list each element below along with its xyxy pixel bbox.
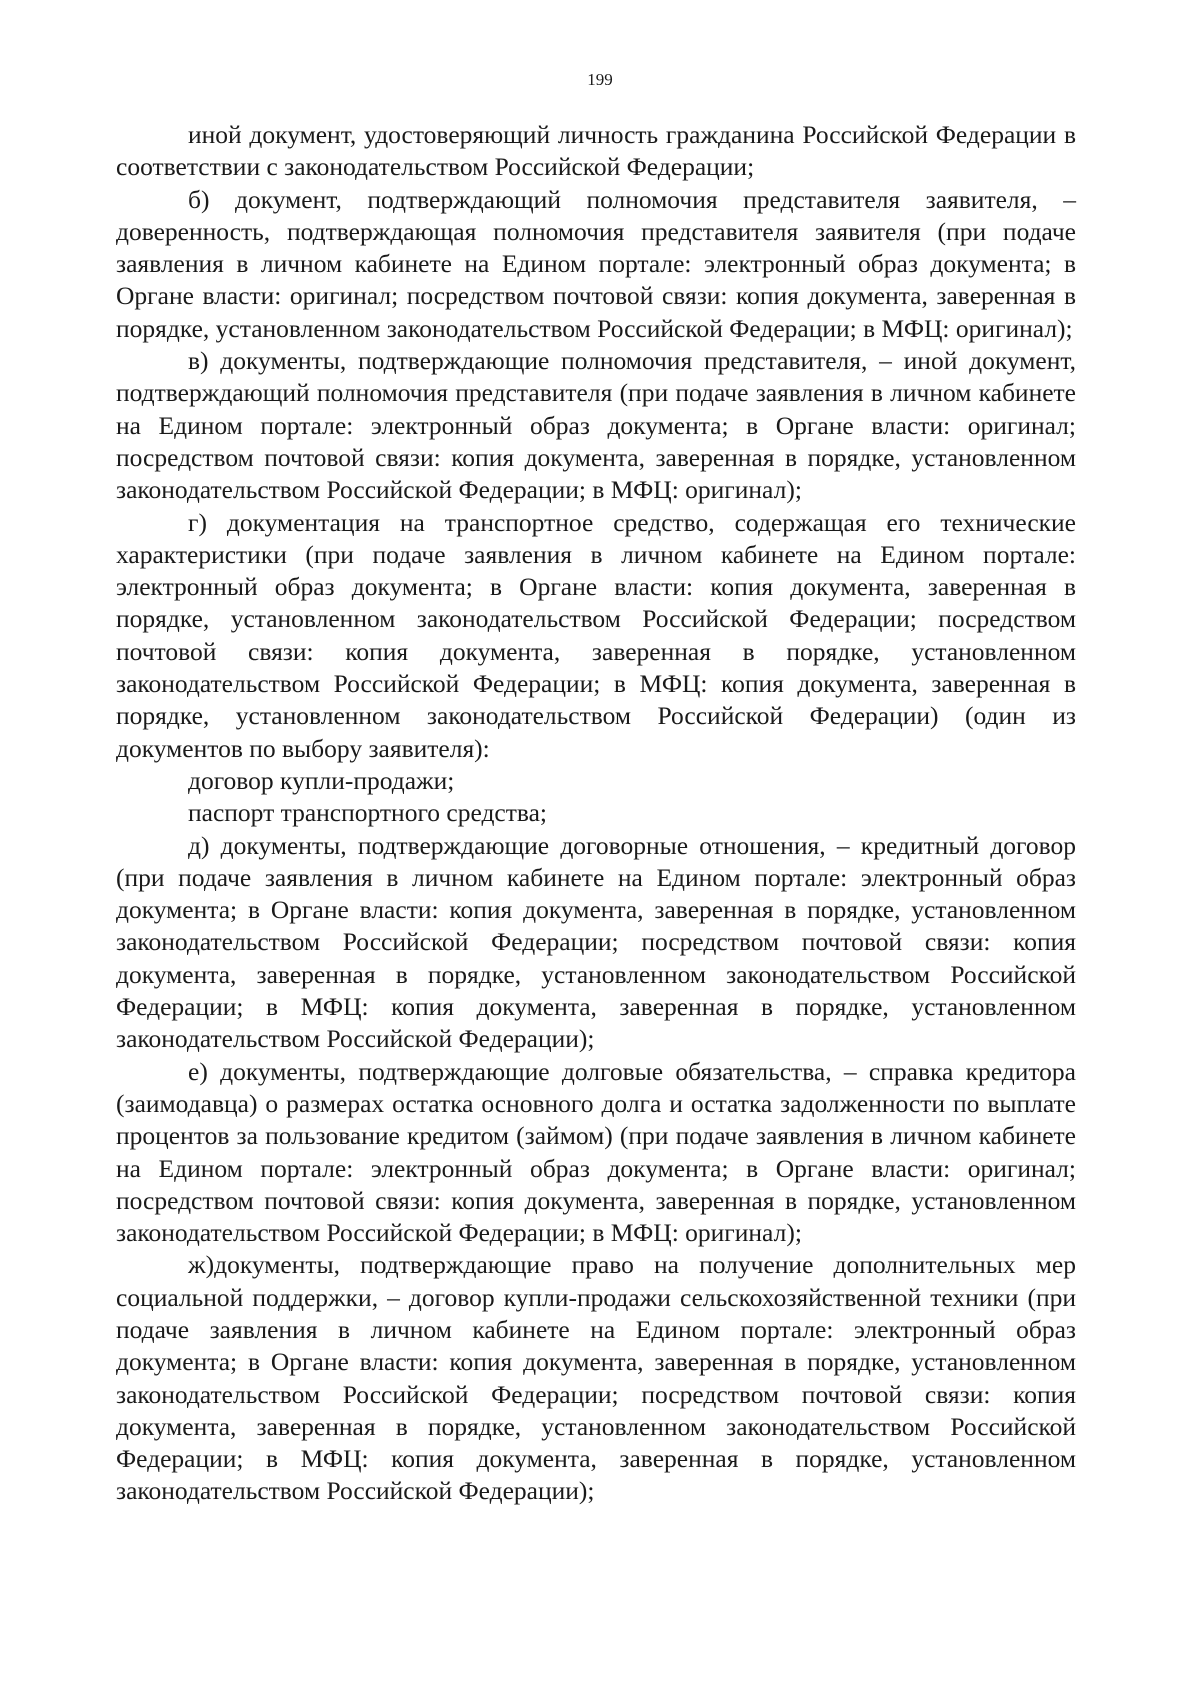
paragraph-item-zh: ж)документы, подтверждающие право на получение дополнительных мер социальной поддержки, – договор купли-продажи сельскохозяйственной техники (при подаче заявления в личном кабинете на Едином портале: электронный образ документа; в Органе власти: копия документа, заверенная в порядке, установленном законодательством Российской Федерации; посредством почтовой связи: копия документа, заверенная в порядке, установленном законодательством Российской Федерации; в МФЦ: копия документа, заверенная в порядке, установленном законодательством Российской Федерации); bbox=[116, 1250, 1076, 1506]
paragraph-identity-document: иной документ, удостоверяющий личность гражданина Российской Федерации в соответствии с законодательством Российской Федерации; bbox=[116, 120, 1076, 182]
document-body bbox=[116, 119, 1076, 1508]
paragraph-item-b: б) документ, подтверждающий полномочия представителя заявителя, – доверенность, подтверждающая полномочия представителя заявителя (при подаче заявления в личном кабинете на Едином портале: электронный образ документа; в Органе власти: оригинал; посредством почтовой связи: копия документа, заверенная в порядке, установленном законодательством Российской Федерации; в МФЦ: оригинал); bbox=[116, 184, 1076, 343]
paragraph-item-e: е) документы, подтверждающие долговые обязательства, – справка кредитора (заимодавца) о размерах остатка основного долга и остатка задолженности по выплате процентов за пользование кредитом (займом) (при подаче заявления в личном кабинете на Едином портале: электронный образ документа; в Органе власти: оригинал; посредством почтовой связи: копия документа, заверенная в порядке, установленном законодательством Российской Федерации; в МФЦ: оригинал); bbox=[116, 1056, 1076, 1248]
paragraph-item-d: д) документы, подтверждающие договорные отношения, – кредитный договор (при подаче заявления в личном кабинете на Едином портале: электронный образ документа; в Органе власти: копия документа, заверенная в порядке, установленном законодательством Российской Федерации; посредством почтовой связи: копия документа, заверенная в порядке, установленном законодательством Российской Федерации; в МФЦ: копия документа, заверенная в порядке, установленном законодательством Российской Федерации); bbox=[116, 830, 1076, 1054]
paragraph-item-v: в) документы, подтверждающие полномочия представителя, – иной документ, подтверждающий полномочия представителя (при подаче заявления в личном кабинете на Едином портале: электронный образ документа; в Органе власти: оригинал; посредством почтовой связи: копия документа, заверенная в порядке, установленном законодательством Российской Федерации; в МФЦ: оригинал); bbox=[116, 346, 1076, 505]
paragraph-sale-contract: договор купли-продажи; bbox=[188, 765, 455, 795]
paragraph-vehicle-passport: паспорт транспортного средства; bbox=[188, 798, 547, 828]
paragraph-item-g: г) документация на транспортное средство, содержащая его технические характеристики (при подаче заявления в личном кабинете на Едином портале: электронный образ документа; в Органе власти: копия документа, заверенная в порядке, установленном законодательством Российской Федерации; посредством почтовой связи: копия документа, заверенная в порядке, установленном законодательством Российской Федерации; в МФЦ: копия документа, заверенная в порядке, установленном законодательством Российской Федерации) (один из документов по выбору заявителя): bbox=[116, 507, 1076, 763]
page-number: 199 bbox=[587, 70, 613, 89]
